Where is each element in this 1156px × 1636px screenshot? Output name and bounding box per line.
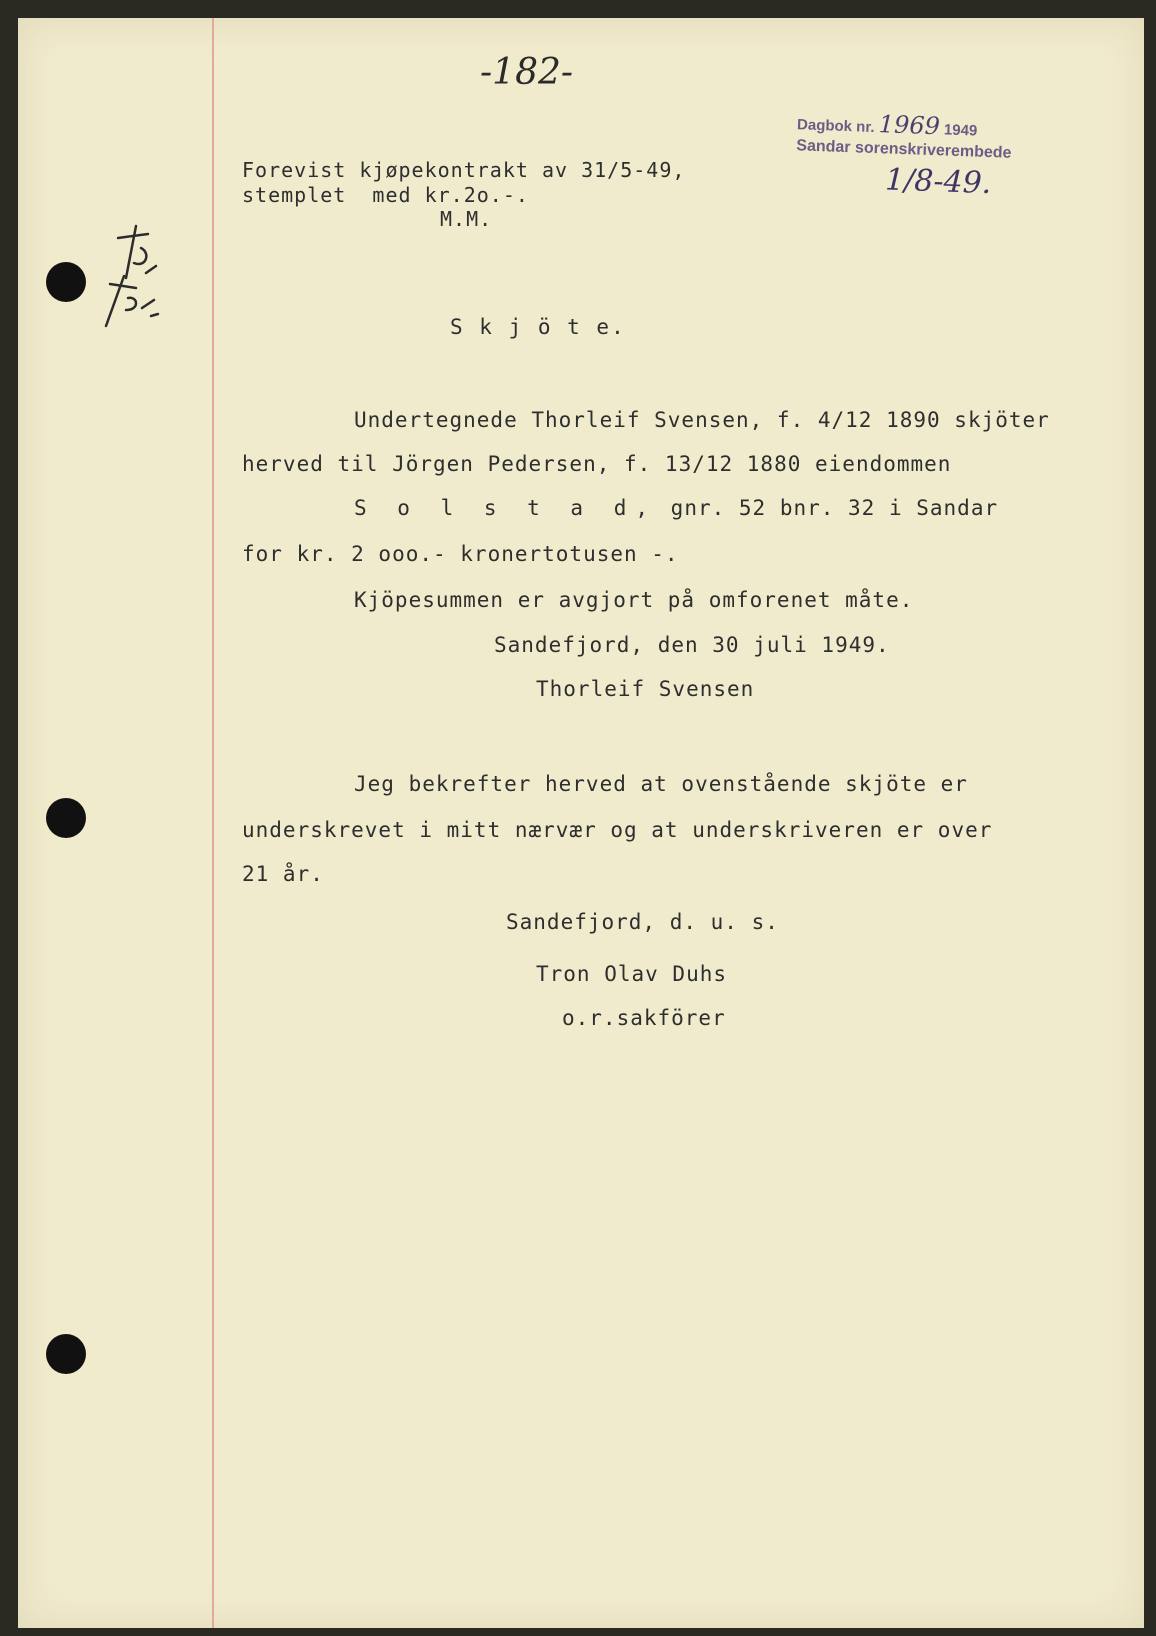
body-line-6: Sandefjord, den 30 juli 1949. <box>494 633 890 657</box>
registry-stamp <box>794 107 1067 208</box>
witness-name: Tron Olav Duhs <box>536 962 728 986</box>
margin-initials-signature <box>96 218 166 333</box>
stamp-date: 1/8-49. <box>884 162 992 202</box>
body-line-5: Kjöpesummen er avgjort på omforenet måte. <box>354 588 914 612</box>
body-line-1: Undertegnede Thorleif Svensen, f. 4/12 1890 skjöter <box>354 408 1050 432</box>
body-line-2: herved til Jörgen Pedersen, f. 13/12 1880 eiendommen <box>242 452 952 476</box>
stamp-prefix: Dagbok nr. <box>796 116 875 137</box>
attestation-line-2: underskrevet i mitt nærvær og at underskriveren er over <box>242 818 993 842</box>
document-title: S k j ö t e. <box>450 315 626 339</box>
attestation-line-1: Jeg bekrefter herved at ovenstående skjöte er <box>354 772 968 796</box>
page-number: -182- <box>480 52 574 93</box>
property-details: gnr. 52 bnr. 32 i Sandar <box>670 496 999 520</box>
header-note-line-3: M.M. <box>440 207 493 231</box>
stamp-office: Sandar sorenskriverembede <box>796 137 1012 162</box>
seller-signature-name: Thorleif Svensen <box>536 677 755 701</box>
witness-title: o.r.sakförer <box>562 1006 726 1030</box>
margin-line <box>212 18 214 1628</box>
stamp-year: 1949 <box>943 121 978 140</box>
body-line-3 <box>354 496 998 520</box>
punch-hole <box>46 1334 86 1374</box>
property-name: S o l s t a d, <box>354 496 658 520</box>
punch-hole <box>46 798 86 838</box>
punch-hole <box>46 262 86 302</box>
attestation-line-3: 21 år. <box>242 862 324 886</box>
header-note-line-2: stemplet med kr.2o.-. <box>242 183 529 207</box>
stamp-line-1 <box>797 107 978 141</box>
attestation-place: Sandefjord, d. u. s. <box>506 910 779 934</box>
body-line-4: for kr. 2 ooo.- kronertotusen -. <box>242 542 679 566</box>
stamp-number: 1969 <box>878 110 941 141</box>
header-note-line-1: Forevist kjøpekontrakt av 31/5-49, <box>242 158 686 182</box>
